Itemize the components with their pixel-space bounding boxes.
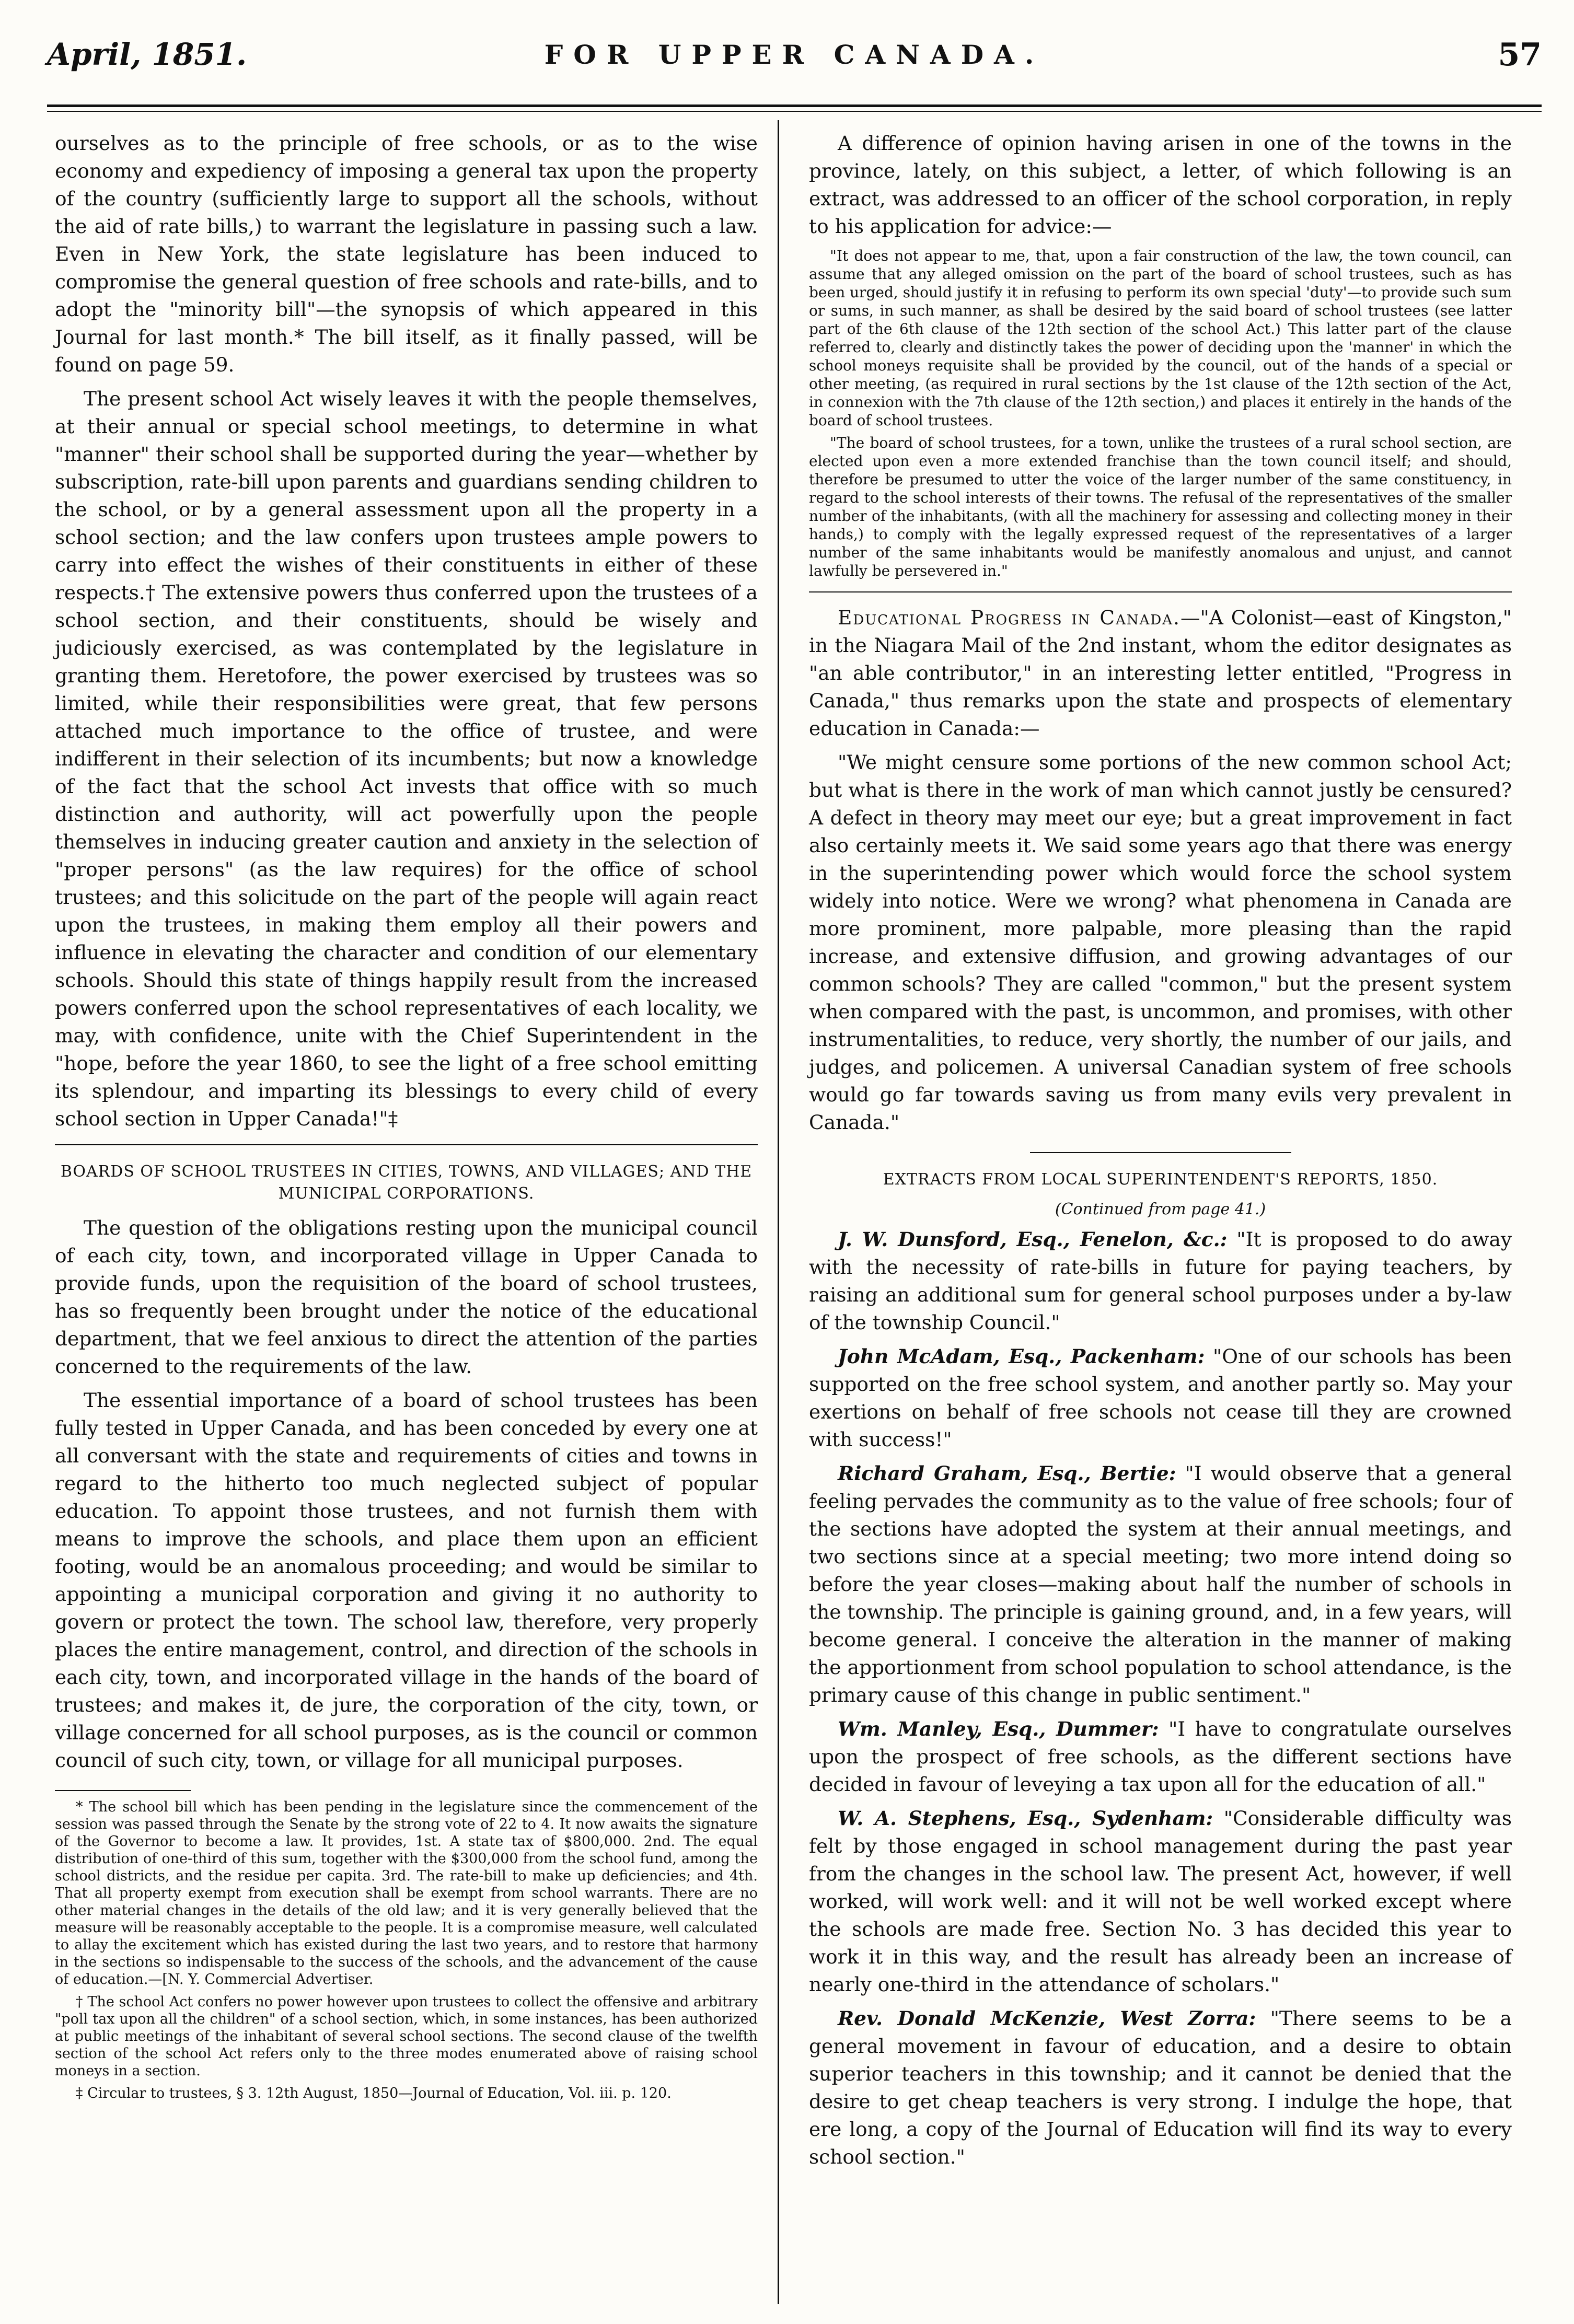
extract	[809, 2005, 1512, 2171]
section-rule	[1030, 1152, 1291, 1153]
extract-text: "There seems to be a general movement in favour of education, and a desire to obtain superior teachers in this township; and it cannot be denied that the desire to get cheap teachers is very strong. I indulge the hope, that ere long, a copy of the Journal of Education will find its way to every school section."	[809, 2007, 1512, 2168]
page-number: 57	[1498, 37, 1542, 73]
footnote: * The school bill which has been pending in the legislature since the commencement of the session was passed through the Senate by the strong vote of 22 to 4. It now awaits the signature of the Governor to become a law. It provides, 1st. A state tax of $800,000. 2nd. The equal distribution of one-third of this sum, together with the $300,000 from the school fund, among the school districts, and the residue per capita. 3rd. The rate-bill to make up deficiencies; and 4th. That all property exempt from execution shall be exempt from school warrants. There are no other material changes in the details of the old law; and it is very generally believed that the measure will be reasonably acceptable to the people. It is a compromise measure, well calculated to allay the excitement which has existed during the last two years, and to restore that harmony in the sections so indispensable to the success of the schools, and the advancement of the cause of education.—[N. Y. Commercial Advertiser.	[55, 1799, 758, 1988]
paragraph: ourselves as to the principle of free schools, or as to the wise economy and expediency of imposing a general tax upon the property of the country (sufficiently large to support all the schools, without the aid of rate bills,) to warrant the legislature in passing such a law. Even in New York, the state legislature has been induced to compromise the general question of free schools and rate-bills, and to adopt the "minority bill"—the synopsis of which appeared in this Journal for last month.* The bill itself, as it finally passed, will be found on page 59.	[55, 132, 758, 376]
paragraph	[809, 604, 1512, 742]
extract-text: "One of our schools has been supported on the free school system, and another partly so. May your exertions on behalf of free schools not cease till they are crowned with success!"	[809, 1345, 1512, 1451]
extract	[809, 1460, 1512, 1709]
paragraph: The question of the obligations resting upon the municipal council of each city, town, and incorporated village in Upper Canada to provide funds, upon the requisition of the board of school trustees, has so frequently been brought under the notice of the educational department, that we feel anxious to direct the attention of the parties concerned to the requirements of the law.	[55, 1216, 758, 1378]
section-rule	[55, 1144, 758, 1145]
footnote-rule	[55, 1790, 191, 1791]
extract	[809, 1343, 1512, 1454]
paragraph: "We might censure some portions of the new common school Act; but what is there in the work of man which cannot justly be censured? A defect in theory may meet our eye; but a great improvement in fact also certainly meets it. We said some years ago that there was energy in the superintending power which would force the school system widely into notice. Were we wrong? what phenomena in Canada are more prominent, more palpable, more pleasing than the rapid increase, and extensive diffusion, and growing advantages of our common schools? They are called "common," but the present system when compared with the past, is uncommon, and promises, with other instrumentalities, to reduce, very shortly, the number of our jails, and judges, and policemen. A universal Canadian system of free schools would go far towards saving us from many evils very prevalent in Canada."	[809, 751, 1512, 1134]
issue-date: April, 1851.	[47, 37, 247, 72]
paragraph: The present school Act wisely leaves it with the people themselves, at their annual or special school meetings, to determine in what "manner" their school shall be supported during the year—whether by subscription, rate-bill upon parents and guardians sending children to the school, or by a general assessment upon all the property in a school section; and the law confers upon trustees ample powers to carry into effect the wishes of their constituents in either of these respects.† The extensive powers thus conferred upon the trustees of a school section, and their constituents, should be wisely and judiciously exercised, as was contemplated by the legislature in granting them. Heretofore, the power exercised by trustees was so limited, while their responsibilities were great, that few persons attached much importance to the office of trustee, and were indifferent in their selection of its incumbents; but now a knowledge of the fact that the school Act invests that office with so much distinction and authority, will act powerfully upon the people themselves in inducing greater caution and anxiety in the selection of "proper persons" (as the law requires) for the office of school trustees; and this solicitude on the part of the people will again react upon the trustees, in making them employ all their powers and influence in elevating the character and condition of our elementary schools. Should this state of things happily result from the increased powers conferred upon the school representatives of each locality, we may, with confidence, unite with the Chief Superintendent in the "hope, before the year 1860, to see the light of a free school emitting its splendour, and imparting its blessings to every child of every school section in Upper Canada!"‡	[55, 387, 758, 1130]
footnote: ‡ Circular to trustees, § 3. 12th August, 1850—Journal of Education, Vol. iii. p. 120.	[76, 2085, 672, 2101]
header-rule	[47, 104, 1542, 112]
superintendent-name: John McAdam, Esq., Packenham:	[838, 1345, 1205, 1368]
superintendent-name: W. A. Stephens, Esq., Sydenham:	[838, 1807, 1213, 1830]
left-column	[55, 130, 758, 2107]
footnote: † The school Act confers no power however upon trustees to collect the offensive and arbitrary "poll tax upon all the children" of a school section, which, in some instances, has been authorized at public meetings of the inhabitant of several school sections. The second clause of the twelfth section of the school Act refers only to the three modes enumerated above of raising school moneys in a section.	[55, 1994, 758, 2079]
superintendent-name: Rev. Donald McKenzie, West Zorra:	[838, 2007, 1256, 2030]
section-heading: BOARDS OF SCHOOL TRUSTEES IN CITIES, TOWNS, AND VILLAGES; AND THE MUNICIPAL CORPORATIONS.	[60, 1163, 753, 1203]
running-title: FOR UPPER CANADA.	[544, 39, 1045, 70]
continued-note: (Continued from page 41.)	[1055, 1200, 1266, 1218]
paragraph: The essential importance of a board of school trustees has been fully tested in Upper Canada, and has been conceded by every one at all conversant with the state and requirements of cities and towns in regard to the hitherto too much neglected subject of popular education. To appoint those trustees, and not furnish them with means to improve the schools, and place them upon an efficient footing, would be an anomalous proceeding; and would be similar to appointing a municipal corporation and giving it no authority to govern or protect the town. The school law, therefore, very properly places the entire management, control, and direction of the schools in each city, town, and incorporated village in the hands of the board of trustees; and makes it, de jure, the corporation of the city, town, or village concerned for all school purposes, as is the council or common council of such city, town, or village for all municipal purposes.	[55, 1389, 758, 1772]
extract	[809, 1715, 1512, 1798]
extract	[809, 1226, 1512, 1337]
extract-text: "I have to congratulate ourselves upon the prospect of free schools, as the different sections have decided in favour of leveying a tax upon all for the education of all."	[809, 1717, 1512, 1796]
extract-text: "I would observe that a general feeling pervades the community as to the value of free schools; four of the sections have adopted the system at their annual meetings, and two sections since at a special meeting; two more intend doing so before the year closes—making about half the number of schools in the township. The principle is gaining ground, and, in a few years, will become general. I conceive the alteration in the manner of making the apportionment from school population to school attendance, is the primary cause of this change in public sentiment."	[809, 1462, 1512, 1706]
run-in-heading: Educational Progress in Canada.	[838, 606, 1180, 629]
section-rule	[809, 591, 1512, 592]
section-heading: EXTRACTS FROM LOCAL SUPERINTENDENT'S REPORTS, 1850.	[883, 1170, 1438, 1189]
quoted-letter: "The board of school trustees, for a town, unlike the trustees of a rural school section, are elected upon even a more extended franchise than the town council itself; and should, therefore be presumed to utter the voice of the larger number of the same constituency, in regard to the school interests of their towns. The refusal of the representatives of the smaller number of the inhabitants, (with all the machinery for assessing and collecting money in their hands,) to comply with the legally expressed request of the representatives of a larger number of the same inhabitants would be manifestly anomalous and unjust, and cannot lawfully be persevered in."	[809, 434, 1512, 579]
right-column	[809, 130, 1512, 2177]
superintendent-name: J. W. Dunsford, Esq., Fenelon, &c.:	[838, 1228, 1228, 1251]
page-header	[47, 31, 1542, 89]
paragraph-text: —"A Colonist—east of Kingston," in the Niagara Mail of the 2nd instant, whom the editor designates as "an able contributor," in an interesting letter entitled, "Progress in Canada," thus remarks upon the state and prospects of elementary education in Canada:—	[809, 606, 1512, 740]
paragraph: A difference of opinion having arisen in one of the towns in the province, lately, on this subject, a letter, of which following is an extract, was addressed to an officer of the school corporation, in reply to his application for advice:—	[809, 132, 1512, 238]
extract-text: "Considerable difficulty was felt by those engaged in school management during the past year from the changes in the school law. The present Act, however, if well worked, will work well: and it will not be well worked except where the schools are made free. Section No. 3 has decided this year to work it in this way, and the result has already been an increase of nearly one-third in the attendance of scholars."	[809, 1807, 1512, 1996]
column-divider	[778, 120, 779, 2304]
extract-text: "It is proposed to do away with the necessity of rate-bills in future for paying teachers, by raising an additional sum for general school purposes under a by-law of the township Council."	[809, 1228, 1512, 1334]
superintendent-name: Richard Graham, Esq., Bertie:	[838, 1462, 1176, 1485]
superintendent-name: Wm. Manley, Esq., Dummer:	[838, 1717, 1159, 1740]
extract	[809, 1805, 1512, 1998]
quoted-letter: "It does not appear to me, that, upon a fair construction of the law, the town council, can assume that any alleged omission on the part of the board of school trustees, such as has been urged, should justify it in refusing to perform its own special 'duty'—to provide such sum or sums, in such manner, as shall be desired by the said board of school trustees (see latter part of the 6th clause of the 12th section of the school Act.) This latter part of the clause referred to, clearly and distinctly takes the power of deciding upon the 'manner' in which the school moneys requisite shall be provided by the council, out of the hands of a special or other meeting, (as required in rural sections by the 1st clause of the 12th section of the Act, in connexion with the 7th clause of the 12th section,) and places it entirely in the hands of the board of school trustees.	[809, 247, 1512, 429]
